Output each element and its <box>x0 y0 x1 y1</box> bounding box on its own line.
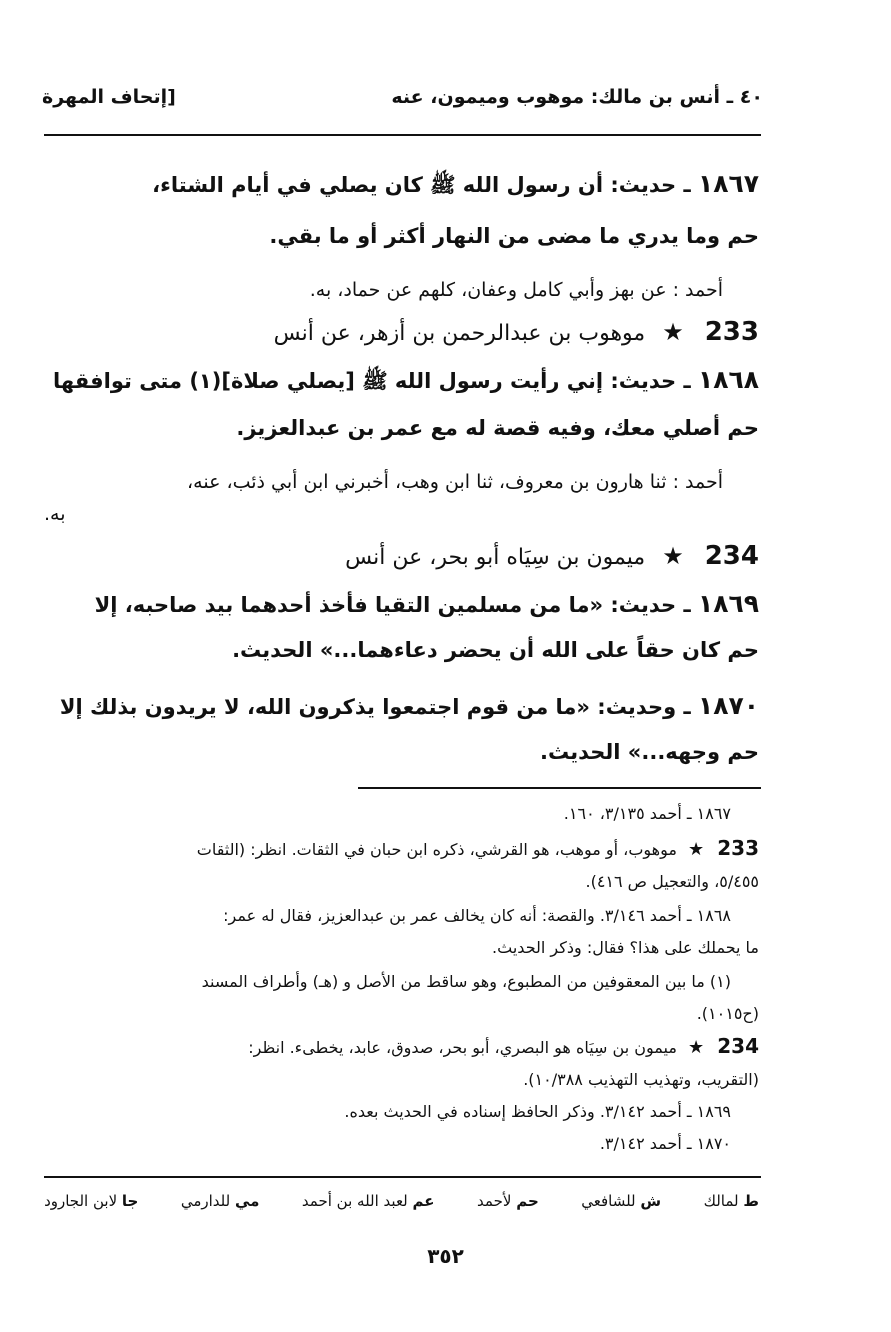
abbreviation-item <box>302 1192 435 1222</box>
section-heading-233 <box>44 308 759 358</box>
hadith-text: ـ حديث: أن رسول الله ﷺ كان يصلي في أيام الشتاء، <box>152 173 691 197</box>
abbreviation-label: للشافعي <box>581 1192 636 1210</box>
abbreviation-code: ش <box>640 1192 662 1210</box>
hadith-1868-line1 <box>44 356 759 405</box>
footnote-1870: ١٨٧٠ ـ أحمد ٣/١٤٢. <box>599 1134 731 1153</box>
hadith-1867-line1 <box>44 160 759 209</box>
hadith-1870-line2: حم وجهه...» الحديث. <box>540 740 759 764</box>
star-icon: ★ <box>688 839 705 860</box>
hadith-text: ـ حديث: «ما من مسلمين التقيا فأخذ أحدهما بيد صاحبه، إلا <box>94 593 691 617</box>
hadith-1868-line2: حم أصلي معك، وفيه قصة له مع عمر بن عبدالعزيز. <box>236 416 759 440</box>
footnote-233-line1 <box>44 830 759 868</box>
abbreviation-code: عم <box>412 1192 435 1210</box>
section-number: 233 <box>704 317 759 347</box>
isnad-1868-line1: أحمد : ثنا هارون بن معروف، ثنا ابن وهب، أخبرني ابن أبي ذئب، عنه، <box>187 471 723 493</box>
abbreviation-item <box>181 1192 260 1222</box>
hadith-number: ١٨٦٧ <box>697 169 759 198</box>
abbreviation-label: للدارمي <box>180 1192 231 1210</box>
abbreviations-key <box>44 1192 759 1222</box>
hadith-number: ١٨٧٠ <box>697 691 759 720</box>
hadith-1869-line2: حم كان حقاً على الله أن يحضر دعاءهما...» الحديث. <box>232 638 759 662</box>
hadith-text: ـ وحديث: «ما من قوم اجتمعوا يذكرون الله، لا يريدون بذلك إلا <box>59 695 691 719</box>
hadith-1869-line1 <box>44 580 759 629</box>
footnote-number: 233 <box>717 836 759 860</box>
footnote-rule <box>358 787 761 789</box>
footnote-234-line1 <box>44 1028 759 1066</box>
abbreviation-code: مي <box>234 1192 260 1210</box>
footnote-234-line2: (التقريب، وتهذيب التهذيب ١٠/٣٨٨). <box>523 1070 759 1089</box>
footnote-note1-line1: (١) ما بين المعقوفين من المطبوع، وهو ساقط من الأصل و (هـ) وأطراف المسند <box>201 972 731 991</box>
running-header <box>42 86 763 122</box>
page-number: ٣٥٢ <box>427 1244 464 1268</box>
section-number: 234 <box>704 541 759 571</box>
abbreviation-label: لمالك <box>703 1192 739 1210</box>
footnotes <box>44 796 759 1176</box>
abbreviation-item <box>704 1192 759 1222</box>
hadith-number: ١٨٦٩ <box>697 589 759 618</box>
header-book-title: [إتحاف المهرة <box>42 86 176 108</box>
footnote-233-line2: ٥/٤٥٥، والتعجيل ص ٤١٦). <box>585 872 759 891</box>
section-title: موهوب بن عبدالرحمن بن أزهر، عن أنس <box>273 321 646 346</box>
abbreviation-label: لأحمد <box>477 1192 512 1210</box>
footnote-text: ميمون بن سِيَاه هو البصري، أبو بحر، صدوق، عابد، يخطىء. انظر: <box>248 1038 677 1057</box>
abbreviation-item <box>477 1192 539 1222</box>
star-icon: ★ <box>662 318 684 346</box>
abbreviation-item <box>44 1192 138 1222</box>
isnad-1868-line2: به. <box>44 503 66 525</box>
section-heading-234 <box>44 532 759 582</box>
hadith-text: ـ حديث: إني رأيت رسول الله ﷺ [يصلي صلاة](١) متى توافقها <box>53 369 691 393</box>
footnote-1868-line2: ما يحملك على هذا؟ فقال: وذكر الحديث. <box>492 938 759 957</box>
hadith-number: ١٨٦٨ <box>697 365 759 394</box>
header-chapter-title: ٤٠ ـ أنس بن مالك: موهوب وميمون، عنه <box>391 86 763 108</box>
footnote-1867: ١٨٦٧ ـ أحمد ٣/١٣٥، ١٦٠. <box>563 804 731 823</box>
abbreviation-item <box>581 1192 661 1222</box>
isnad-1867: أحمد : عن بهز وأبي كامل وعفان، كلهم عن حماد، به. <box>309 279 723 301</box>
section-title: ميمون بن سِيَاه أبو بحر، عن أنس <box>345 545 646 570</box>
footnote-1868-line1: ١٨٦٨ ـ أحمد ٣/١٤٦. والقصة: أنه كان يخالف عمر بن عبدالعزيز، فقال له عمر: <box>223 906 731 925</box>
abbreviation-code: جا <box>121 1192 139 1210</box>
abbreviation-label: لعبد الله بن أحمد <box>301 1192 408 1210</box>
hadith-1870-line1 <box>44 682 759 731</box>
abbreviations-rule <box>44 1176 761 1178</box>
header-rule <box>44 134 761 136</box>
footnote-note1-line2: (ح١٠١٥). <box>696 1004 759 1023</box>
footnote-number: 234 <box>717 1034 759 1058</box>
abbreviation-code: حم <box>516 1192 539 1210</box>
main-text <box>44 160 759 780</box>
abbreviation-label: لابن الجارود <box>44 1192 118 1210</box>
footnote-1869: ١٨٦٩ ـ أحمد ٣/١٤٢. وذكر الحافظ إسناده في الحديث بعده. <box>344 1102 731 1121</box>
star-icon: ★ <box>662 542 684 570</box>
footnote-text: موهوب، أو موهب، هو القرشي، ذكره ابن حبان في الثقات. انظر: (الثقات <box>196 840 677 859</box>
hadith-1867-line2: حم وما يدري ما مضى من النهار أكثر أو ما بقي. <box>269 224 759 248</box>
star-icon: ★ <box>688 1037 705 1058</box>
abbreviation-code: ط <box>743 1192 759 1210</box>
